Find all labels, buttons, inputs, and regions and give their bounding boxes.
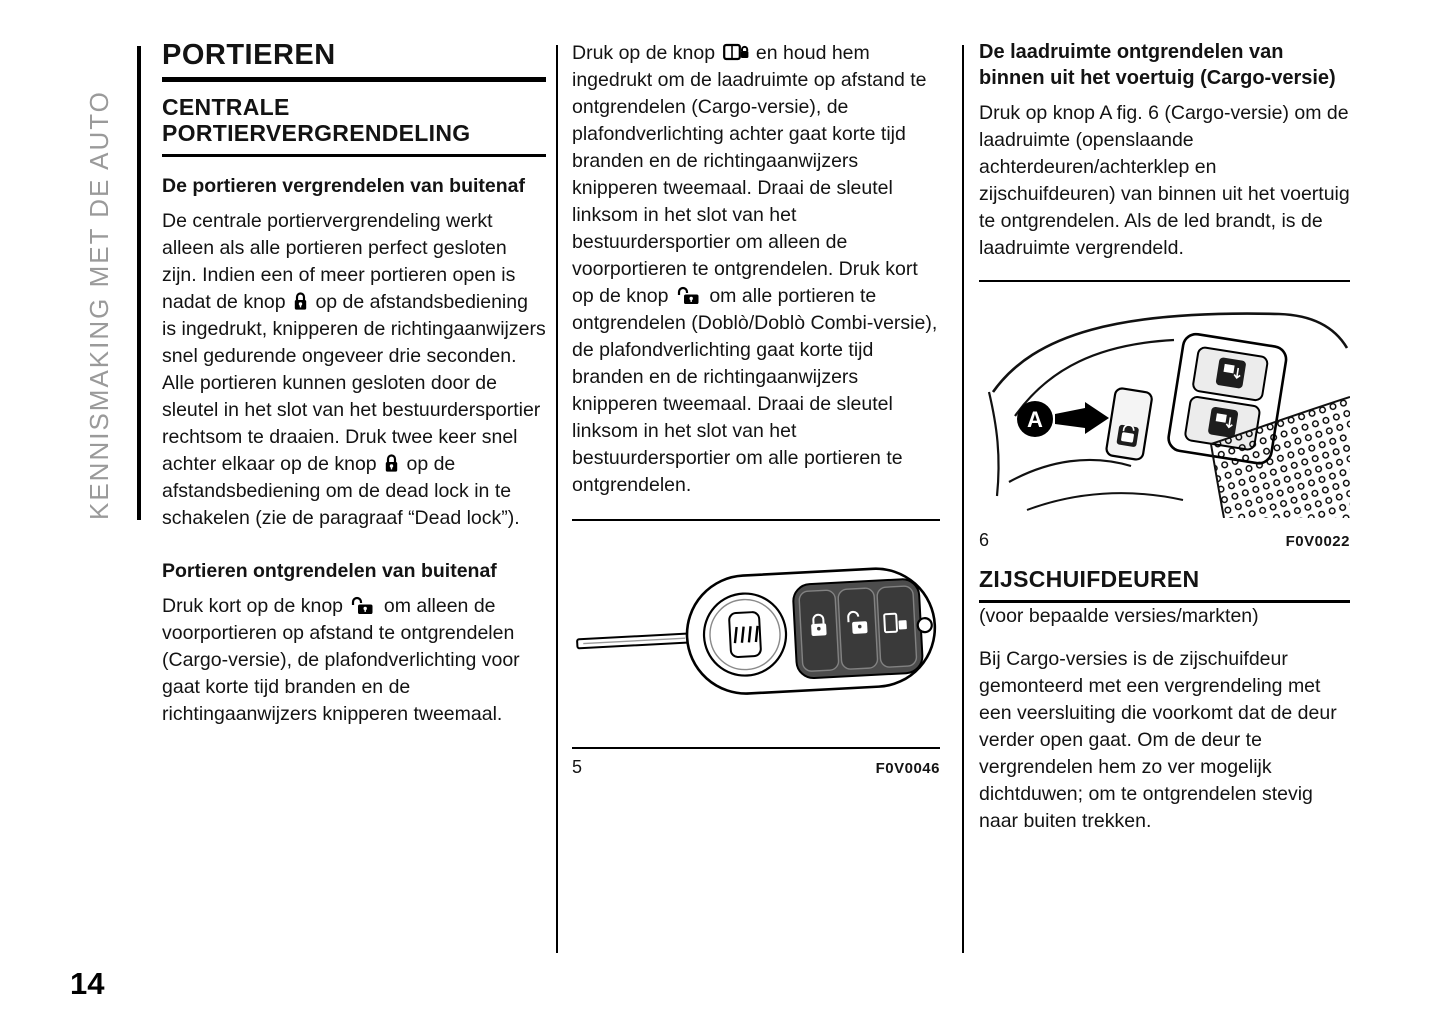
heading-lock-outside: De portieren vergrendelen van buitenaf [162,174,526,197]
cargo-unlock-button-figure [979,296,1350,518]
key-fob-figure [573,535,939,735]
paragraph-remote-cargo [572,40,940,499]
section-title-central-locking: CENTRALE PORTIERVERGRENDELING [162,94,471,147]
paragraph-sliding-doors: Bij Cargo-versies is de zijschuifdeur gemonteerd met een vergrendeling met een veersluiting die voorkomt dat de deur verder open gaat. Om de deur te vergrendelen hem zo ver mogelijk dichtduwen; om te ontgrendelen stevig naar buiten trekken. [979,647,1337,832]
chapter-sidebar-label: KENNISMAKING MET DE AUTO [84,90,114,520]
figure-number: 5 [572,757,583,777]
figure-6-caption [979,530,1350,551]
figure-top-rule [979,280,1350,282]
text-segment: om alle portieren te ontgrendelen (Doblò/Doblò Combi-versie), de plafondverlichting gaat korte tijd branden en de richtingaanwijzers knipperen tweemaal. Draai de sleutel linksom in het slot van het bestuurdersportier om alle portieren te ontgrendelen. [572,285,938,496]
figure-number: 6 [979,530,990,551]
heading-cargo-inside: De laadruimte ontgrendelen van binnen uit het voertuig (Cargo-versie) [979,41,1336,89]
figure-bottom-rule [572,747,940,749]
figure-code: F0V0046 [875,760,940,777]
text-segment: Druk kort op de knop [162,594,349,617]
lock-icon [384,453,399,473]
text-segment: op de afstandsbediening om de dead lock in te schakelen (zie de paragraaf “Dead lock”). [162,452,520,529]
page-number: 14 [70,966,105,1001]
subtitle-sliding-doors: (voor bepaalde versies/markten) [979,604,1259,627]
text-segment: De centrale portiervergrendeling werkt alleen als alle portieren perfect gesloten zijn. Indien een of meer portieren open is nadat de knop [162,209,516,313]
column-1 [162,40,546,728]
title-rule [162,77,546,82]
text-segment: op de afstandsbediening is ingedrukt, knipperen de richtingaanwijzers snel gedurende ongeveer drie seconden. Alle portieren kunnen gesloten door de sleutel in het slot van het bestuurdersportier rechtsom te draaien. Druk twee keer snel achter elkaar op de knop [162,290,546,475]
column-divider-1 [556,45,558,953]
column-divider-2 [962,45,964,953]
column-2 [572,40,940,778]
sidebar-rule [137,46,141,520]
text-segment: om alleen de voorportieren op afstand te ontgrendelen (Cargo-versie), de plafondverlichting voor gaat korte tijd branden en de richtingaanwijzers knipperen tweemaal. [162,594,520,725]
figure-top-rule [572,519,940,521]
page-title: PORTIEREN [162,39,336,71]
figure-callout-a: A [1027,407,1043,433]
lock-icon [293,291,308,311]
section-rule [162,154,546,157]
paragraph-cargo-inside: Druk op knop A fig. 6 (Cargo-versie) om de laadruimte (openslaande achterdeuren/achterklep en zijschuifdeuren) van binnen uit het voertuig te ontgrendelen. Als de led brandt, is de laadruimte vergrendeld. [979,102,1350,260]
paragraph-unlock-outside [162,593,546,728]
figure-code: F0V0022 [1285,533,1350,551]
unlock-doors-icon [676,285,702,305]
text-segment: Druk op de knop [572,42,721,64]
paragraph-lock-outside [162,208,546,532]
heading-unlock-outside: Portieren ontgrendelen van buitenaf [162,559,497,582]
text-segment: en houd hem ingedrukt om de laadruimte op afstand te ontgrendelen (Cargo-versie), de plafondverlichting achter gaat korte tijd branden en de richtingaanwijzers knipperen tweemaal. Draai de sleutel linksom in het slot van het bestuurdersportier om alleen de voorportieren te ontgrendelen. Druk kort op de knop [572,42,927,307]
figure-5-caption [572,757,940,778]
unlock-cargo-icon [723,42,749,62]
column-3 [979,40,1350,835]
section-title-sliding-doors: ZIJSCHUIFDEUREN [979,566,1200,593]
unlock-doors-icon [350,595,376,615]
